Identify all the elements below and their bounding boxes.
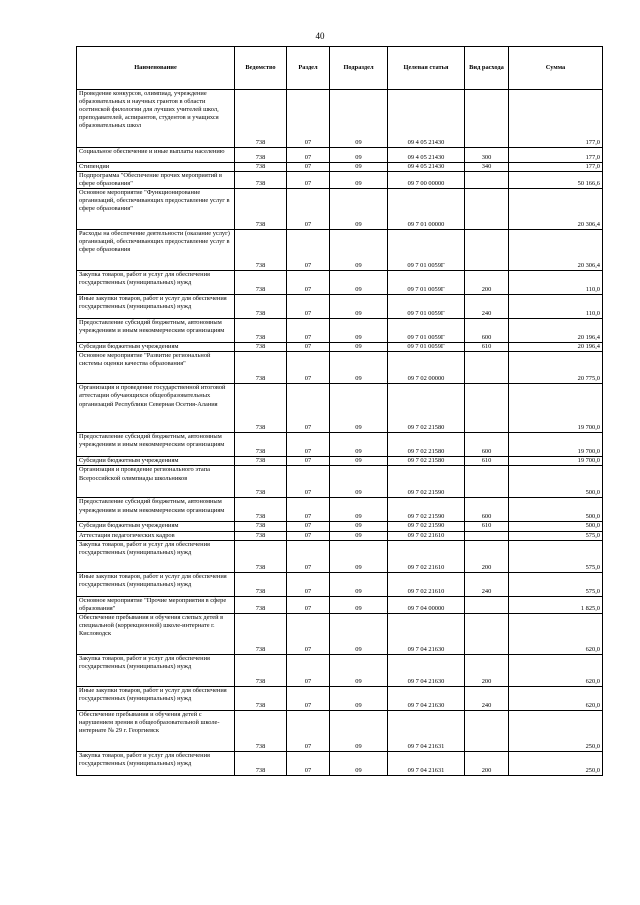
row-target-article-cell: 09 4 05 21430 <box>388 163 465 172</box>
row-target-article-cell: 09 7 02 21590 <box>388 466 465 498</box>
row-expense-type-cell <box>465 710 509 751</box>
row-subsection-cell: 09 <box>330 163 388 172</box>
row-subsection-cell: 09 <box>330 613 388 654</box>
row-target-article-cell: 09 7 04 21631 <box>388 751 465 775</box>
row-name-cell: Субсидии бюджетным учреждениям <box>77 522 235 531</box>
row-sum-cell: 177,0 <box>509 163 603 172</box>
row-sum-cell: 20 306,4 <box>509 189 603 230</box>
row-expense-type-cell: 240 <box>465 686 509 710</box>
table-header-row <box>77 47 603 90</box>
row-expense-type-cell: 240 <box>465 295 509 319</box>
row-target-article-cell: 09 7 02 00000 <box>388 352 465 384</box>
row-subsection-cell: 09 <box>330 230 388 271</box>
table-row <box>77 271 603 295</box>
row-department-cell: 738 <box>235 540 287 572</box>
row-name-cell: Обеспечение пребывания и обучения слепых детей в специальной (коррекционной) школе-интернате г. Кисловодск <box>77 613 235 654</box>
row-department-cell: 738 <box>235 596 287 613</box>
row-department-cell: 738 <box>235 466 287 498</box>
row-subsection-cell: 09 <box>330 319 388 343</box>
row-expense-type-cell <box>465 189 509 230</box>
row-target-article-cell: 09 7 02 21590 <box>388 498 465 522</box>
row-section-cell: 07 <box>287 613 330 654</box>
row-sum-cell: 20 306,4 <box>509 230 603 271</box>
table-row <box>77 90 603 148</box>
row-department-cell: 738 <box>235 751 287 775</box>
table-row <box>77 751 603 775</box>
row-department-cell: 738 <box>235 457 287 466</box>
row-section-cell: 07 <box>287 90 330 148</box>
row-target-article-cell: 09 7 00 00000 <box>388 172 465 189</box>
row-name-cell: Проведение конкурсов, олимпиад, учреждение образовательных и научных грантов в области осетинской филологии для лучших учителей школ, преподавателей, аспирантов, студентов и учащихся образовательных школ <box>77 90 235 148</box>
row-section-cell: 07 <box>287 172 330 189</box>
table-row <box>77 710 603 751</box>
row-department-cell: 738 <box>235 343 287 352</box>
row-section-cell: 07 <box>287 686 330 710</box>
row-sum-cell: 500,0 <box>509 466 603 498</box>
table-row <box>77 384 603 433</box>
table-row <box>77 172 603 189</box>
row-name-cell: Иные закупки товаров, работ и услуг для обеспечения государственных (муниципальных) нужд <box>77 572 235 596</box>
table-row <box>77 319 603 343</box>
row-section-cell: 07 <box>287 189 330 230</box>
row-sum-cell: 20 196,4 <box>509 343 603 352</box>
row-target-article-cell: 09 7 04 21631 <box>388 710 465 751</box>
row-section-cell: 07 <box>287 522 330 531</box>
row-section-cell: 07 <box>287 457 330 466</box>
row-department-cell: 738 <box>235 522 287 531</box>
row-name-cell: Расходы на обеспечение деятельности (оказание услуг) организаций, обеспечивающих предоставление услуг в сфере образования <box>77 230 235 271</box>
row-department-cell: 738 <box>235 295 287 319</box>
row-expense-type-cell <box>465 596 509 613</box>
table-row <box>77 163 603 172</box>
row-sum-cell: 575,0 <box>509 540 603 572</box>
table-row <box>77 230 603 271</box>
row-expense-type-cell <box>465 613 509 654</box>
row-sum-cell: 250,0 <box>509 751 603 775</box>
row-section-cell: 07 <box>287 654 330 686</box>
row-department-cell: 738 <box>235 90 287 148</box>
header-section: Раздел <box>287 47 330 90</box>
row-sum-cell: 500,0 <box>509 498 603 522</box>
row-sum-cell: 620,0 <box>509 613 603 654</box>
row-department-cell: 738 <box>235 352 287 384</box>
row-subsection-cell: 09 <box>330 457 388 466</box>
row-section-cell: 07 <box>287 498 330 522</box>
row-subsection-cell: 09 <box>330 384 388 433</box>
row-sum-cell: 575,0 <box>509 531 603 540</box>
row-subsection-cell: 09 <box>330 189 388 230</box>
table-row <box>77 189 603 230</box>
row-subsection-cell: 09 <box>330 90 388 148</box>
table-row <box>77 613 603 654</box>
row-subsection-cell: 09 <box>330 686 388 710</box>
header-department: Ведомство <box>235 47 287 90</box>
row-department-cell: 738 <box>235 498 287 522</box>
row-department-cell: 738 <box>235 572 287 596</box>
table-row <box>77 572 603 596</box>
budget-table <box>76 46 603 776</box>
row-expense-type-cell: 240 <box>465 572 509 596</box>
table-row <box>77 466 603 498</box>
row-name-cell: Закупка товаров, работ и услуг для обеспечения государственных (муниципальных) нужд <box>77 540 235 572</box>
row-subsection-cell: 09 <box>330 522 388 531</box>
row-section-cell: 07 <box>287 352 330 384</box>
row-target-article-cell: 09 7 04 21630 <box>388 686 465 710</box>
table-row <box>77 148 603 163</box>
row-department-cell: 738 <box>235 531 287 540</box>
row-target-article-cell: 09 7 04 21630 <box>388 613 465 654</box>
row-expense-type-cell <box>465 466 509 498</box>
table-row <box>77 654 603 686</box>
row-sum-cell: 177,0 <box>509 90 603 148</box>
row-subsection-cell: 09 <box>330 540 388 572</box>
row-target-article-cell: 09 7 02 21610 <box>388 531 465 540</box>
row-name-cell: Обеспечение пребывания и обучения детей с нарушением зрения в общеобразовательной школе-интернате № 29 г. Георгиевск <box>77 710 235 751</box>
row-name-cell: Иные закупки товаров, работ и услуг для обеспечения государственных (муниципальных) нужд <box>77 686 235 710</box>
row-name-cell: Закупка товаров, работ и услуг для обеспечения государственных (муниципальных) нужд <box>77 271 235 295</box>
row-section-cell: 07 <box>287 540 330 572</box>
table-row <box>77 531 603 540</box>
row-target-article-cell: 09 7 02 21610 <box>388 572 465 596</box>
row-expense-type-cell <box>465 531 509 540</box>
row-target-article-cell: 09 7 02 21580 <box>388 433 465 457</box>
row-section-cell: 07 <box>287 384 330 433</box>
row-subsection-cell: 09 <box>330 466 388 498</box>
table-row <box>77 686 603 710</box>
row-name-cell: Основное мероприятие "Развитие региональной системы оценки качества образования" <box>77 352 235 384</box>
row-name-cell: Закупка товаров, работ и услуг для обеспечения государственных (муниципальных) нужд <box>77 751 235 775</box>
row-name-cell: Субсидии бюджетным учреждениям <box>77 457 235 466</box>
row-subsection-cell: 09 <box>330 148 388 163</box>
row-section-cell: 07 <box>287 230 330 271</box>
header-name: Наименование <box>77 47 235 90</box>
row-target-article-cell: 09 7 02 21610 <box>388 540 465 572</box>
row-name-cell: Подпрограмма "Обеспечение прочих мероприятий в сфере образования" <box>77 172 235 189</box>
table-body <box>77 90 603 776</box>
row-expense-type-cell: 340 <box>465 163 509 172</box>
row-sum-cell: 19 700,0 <box>509 433 603 457</box>
row-subsection-cell: 09 <box>330 498 388 522</box>
row-expense-type-cell: 610 <box>465 457 509 466</box>
row-subsection-cell: 09 <box>330 596 388 613</box>
row-subsection-cell: 09 <box>330 172 388 189</box>
row-department-cell: 738 <box>235 686 287 710</box>
row-section-cell: 07 <box>287 751 330 775</box>
row-name-cell: Аттестация педагогических кадров <box>77 531 235 540</box>
row-section-cell: 07 <box>287 596 330 613</box>
row-target-article-cell: 09 7 04 21630 <box>388 654 465 686</box>
row-expense-type-cell <box>465 352 509 384</box>
row-subsection-cell: 09 <box>330 271 388 295</box>
row-name-cell: Основное мероприятие "Прочие мероприятия в сфере образования" <box>77 596 235 613</box>
row-target-article-cell: 09 4 05 21430 <box>388 90 465 148</box>
row-expense-type-cell: 200 <box>465 540 509 572</box>
row-sum-cell: 19 700,0 <box>509 384 603 433</box>
row-expense-type-cell <box>465 384 509 433</box>
table-row <box>77 522 603 531</box>
row-expense-type-cell: 610 <box>465 522 509 531</box>
row-department-cell: 738 <box>235 433 287 457</box>
row-target-article-cell: 09 7 01 0059Г <box>388 271 465 295</box>
row-section-cell: 07 <box>287 148 330 163</box>
row-department-cell: 738 <box>235 271 287 295</box>
row-subsection-cell: 09 <box>330 352 388 384</box>
row-subsection-cell: 09 <box>330 751 388 775</box>
row-expense-type-cell <box>465 172 509 189</box>
row-sum-cell: 20 775,0 <box>509 352 603 384</box>
row-name-cell: Субсидии бюджетным учреждениям <box>77 343 235 352</box>
row-target-article-cell: 09 7 02 21590 <box>388 522 465 531</box>
row-subsection-cell: 09 <box>330 710 388 751</box>
row-sum-cell: 250,0 <box>509 710 603 751</box>
row-subsection-cell: 09 <box>330 343 388 352</box>
row-target-article-cell: 09 7 01 00000 <box>388 189 465 230</box>
row-section-cell: 07 <box>287 531 330 540</box>
row-name-cell: Предоставление субсидий бюджетным, автономным учреждениям и иным некоммерческим организациям <box>77 433 235 457</box>
row-department-cell: 738 <box>235 710 287 751</box>
row-name-cell: Предоставление субсидий бюджетным, автономным учреждениям и иным некоммерческим организациям <box>77 319 235 343</box>
row-name-cell: Основное мероприятие "Функционирование организаций, обеспечивающих предоставление услуг в сфере образования" <box>77 189 235 230</box>
row-sum-cell: 20 196,4 <box>509 319 603 343</box>
row-section-cell: 07 <box>287 271 330 295</box>
row-target-article-cell: 09 4 05 21430 <box>388 148 465 163</box>
row-section-cell: 07 <box>287 319 330 343</box>
row-expense-type-cell: 600 <box>465 498 509 522</box>
header-target-article: Целевая статья <box>388 47 465 90</box>
row-subsection-cell: 09 <box>330 654 388 686</box>
table-row <box>77 540 603 572</box>
table-row <box>77 498 603 522</box>
row-sum-cell: 1 825,0 <box>509 596 603 613</box>
row-sum-cell: 177,0 <box>509 148 603 163</box>
row-sum-cell: 575,0 <box>509 572 603 596</box>
row-target-article-cell: 09 7 01 0059Г <box>388 343 465 352</box>
row-department-cell: 738 <box>235 384 287 433</box>
header-subsection: Подраздел <box>330 47 388 90</box>
row-department-cell: 738 <box>235 148 287 163</box>
row-name-cell: Организация и проведение государственной итоговой аттестации обучающихся общеобразовательных организаций Республики Северная Осетия-Алания <box>77 384 235 433</box>
row-expense-type-cell: 600 <box>465 319 509 343</box>
row-sum-cell: 50 166,6 <box>509 172 603 189</box>
row-sum-cell: 620,0 <box>509 686 603 710</box>
row-department-cell: 738 <box>235 189 287 230</box>
row-department-cell: 738 <box>235 319 287 343</box>
table-row <box>77 343 603 352</box>
row-sum-cell: 110,0 <box>509 295 603 319</box>
row-target-article-cell: 09 7 02 21580 <box>388 457 465 466</box>
table-row <box>77 352 603 384</box>
row-subsection-cell: 09 <box>330 531 388 540</box>
row-section-cell: 07 <box>287 163 330 172</box>
table-row <box>77 295 603 319</box>
row-section-cell: 07 <box>287 710 330 751</box>
row-expense-type-cell: 200 <box>465 654 509 686</box>
row-name-cell: Стипендии <box>77 163 235 172</box>
row-expense-type-cell: 300 <box>465 148 509 163</box>
row-sum-cell: 620,0 <box>509 654 603 686</box>
row-expense-type-cell: 610 <box>465 343 509 352</box>
row-expense-type-cell <box>465 230 509 271</box>
row-expense-type-cell: 200 <box>465 751 509 775</box>
row-subsection-cell: 09 <box>330 572 388 596</box>
row-department-cell: 738 <box>235 230 287 271</box>
row-subsection-cell: 09 <box>330 433 388 457</box>
row-section-cell: 07 <box>287 572 330 596</box>
page-number: 40 <box>315 31 325 41</box>
row-sum-cell: 110,0 <box>509 271 603 295</box>
row-sum-cell: 19 700,0 <box>509 457 603 466</box>
row-target-article-cell: 09 7 02 21580 <box>388 384 465 433</box>
row-name-cell: Социальное обеспечение и иные выплаты населению <box>77 148 235 163</box>
row-sum-cell: 500,0 <box>509 522 603 531</box>
row-expense-type-cell: 200 <box>465 271 509 295</box>
row-target-article-cell: 09 7 04 00000 <box>388 596 465 613</box>
row-section-cell: 07 <box>287 466 330 498</box>
row-target-article-cell: 09 7 01 0059Г <box>388 319 465 343</box>
row-department-cell: 738 <box>235 613 287 654</box>
row-expense-type-cell <box>465 90 509 148</box>
table-row <box>77 433 603 457</box>
row-section-cell: 07 <box>287 295 330 319</box>
row-department-cell: 738 <box>235 172 287 189</box>
table-row <box>77 457 603 466</box>
row-section-cell: 07 <box>287 343 330 352</box>
row-target-article-cell: 09 7 01 0059Г <box>388 295 465 319</box>
row-department-cell: 738 <box>235 163 287 172</box>
row-name-cell: Организация и проведение регионального этапа Всероссийской олимпиады школьников <box>77 466 235 498</box>
row-name-cell: Иные закупки товаров, работ и услуг для обеспечения государственных (муниципальных) нужд <box>77 295 235 319</box>
header-expense-type: Вид расхода <box>465 47 509 90</box>
row-name-cell: Закупка товаров, работ и услуг для обеспечения государственных (муниципальных) нужд <box>77 654 235 686</box>
table-row <box>77 596 603 613</box>
row-department-cell: 738 <box>235 654 287 686</box>
row-section-cell: 07 <box>287 433 330 457</box>
row-expense-type-cell: 600 <box>465 433 509 457</box>
header-sum: Сумма <box>509 47 603 90</box>
row-subsection-cell: 09 <box>330 295 388 319</box>
row-name-cell: Предоставление субсидий бюджетным, автономным учреждениям и иным некоммерческим организациям <box>77 498 235 522</box>
row-target-article-cell: 09 7 01 0059Г <box>388 230 465 271</box>
